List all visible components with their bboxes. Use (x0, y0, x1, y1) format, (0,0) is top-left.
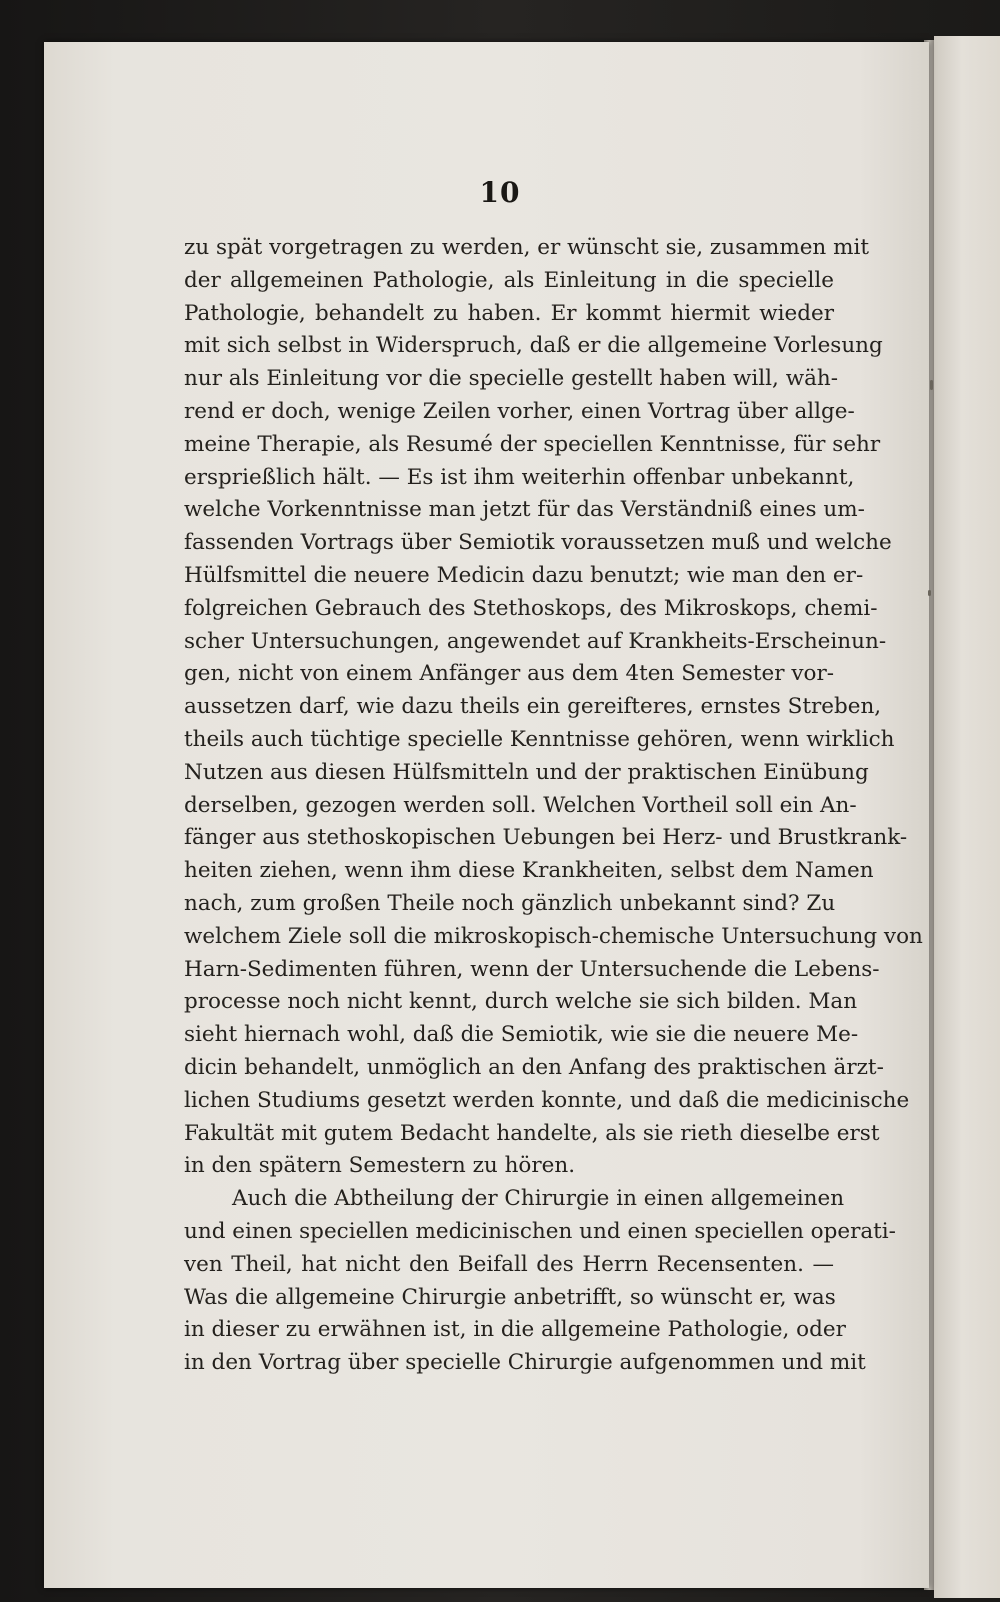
text-line: gen, nicht von einem Anfänger aus dem 4ten Semester vor- (184, 661, 834, 687)
text-line: Nutzen aus diesen Hülfsmitteln und der praktischen Einübung (184, 759, 869, 785)
text-line: der allgemeinen Pathologie, als Einleitung in die specielle (184, 267, 834, 293)
facing-page-edge (934, 36, 1000, 1598)
text-line: dicin behandelt, unmöglich an den Anfang des praktischen ärzt- (184, 1054, 884, 1080)
text-line: welche Vorkenntnisse man jetzt für das Verständniß eines um- (184, 497, 865, 523)
text-line: processe noch nicht kennt, durch welche sie sich bilden. Man (184, 989, 858, 1015)
paragraph-end-line: in den spätern Semestern zu hören. (184, 1153, 576, 1179)
text-line: rend er doch, wenige Zeilen vorher, einen Vortrag über allge- (184, 398, 855, 424)
text-line: theils auch tüchtige specielle Kenntnisse gehören, wenn wirklich (184, 726, 895, 752)
text-line: in den Vortrag über specielle Chirurgie aufgenommen und mit (184, 1350, 866, 1376)
text-line: meine Therapie, als Resumé der speciellen Kenntnisse, für sehr (184, 431, 881, 457)
text-line: fassenden Vortrags über Semiotik voraussetzen muß und welche (184, 530, 892, 556)
body-text (184, 232, 923, 1380)
text-line: nur als Einleitung vor die specielle gestellt haben will, wäh- (184, 366, 839, 392)
text-line: heiten ziehen, wenn ihm diese Krankheiten, selbst dem Namen (184, 858, 874, 884)
page-number: 10 (479, 176, 521, 209)
text-line: Fakultät mit gutem Bedacht handelte, als sie rieth dieselbe erst (184, 1120, 880, 1146)
text-line: Hülfsmittel die neuere Medicin dazu benutzt; wie man den er- (184, 562, 864, 588)
text-line: Pathologie, behandelt zu haben. Er kommt hiermit wieder (184, 300, 834, 326)
text-line: nach, zum großen Theile noch gänzlich unbekannt sind? Zu (184, 890, 836, 916)
text-line: lichen Studiums gesetzt werden konnte, und daß die medicinische (184, 1087, 910, 1113)
text-line: aussetzen darf, wie dazu theils ein gereifteres, ernstes Streben, (184, 694, 882, 720)
text-line: derselben, gezogen werden soll. Welchen Vortheil soll ein An- (184, 792, 857, 818)
text-line: welchem Ziele soll die mikroskopisch-chemische Untersuchung von (184, 923, 923, 949)
text-line: ersprießlich hält. — Es ist ihm weiterhin offenbar unbekannt, (184, 464, 855, 490)
text-line: und einen speciellen medicinischen und einen speciellen operati- (184, 1218, 896, 1244)
paper-spot (928, 590, 931, 596)
text-line: Was die allgemeine Chirurgie anbetrifft, so wünscht er, was (184, 1284, 836, 1310)
paper-spot (930, 380, 933, 390)
text-line: ven Theil, hat nicht den Beifall des Herrn Recensenten. — (184, 1251, 834, 1277)
text-line: scher Untersuchungen, angewendet auf Krankheits-Erscheinun- (184, 628, 887, 654)
text-line: in dieser zu erwähnen ist, in die allgemeine Pathologie, oder (184, 1317, 846, 1343)
paragraph-start-line: Auch die Abtheilung der Chirurgie in einen allgemeinen (232, 1186, 845, 1212)
text-line: Harn-Sedimenten führen, wenn der Untersuchende die Lebens- (184, 956, 880, 982)
text-line: fänger aus stethoskopischen Uebungen bei Herz- und Brustkrank- (184, 825, 908, 851)
text-line: folgreichen Gebrauch des Stethoskops, des Mikroskops, chemi- (184, 595, 878, 621)
text-line: zu spät vorgetragen zu werden, er wünscht sie, zusammen mit (184, 235, 870, 260)
text-line: mit sich selbst in Widerspruch, daß er die allgemeine Vorlesung (184, 333, 883, 359)
text-line: sieht hiernach wohl, daß die Semiotik, wie sie die neuere Me- (184, 1022, 859, 1048)
